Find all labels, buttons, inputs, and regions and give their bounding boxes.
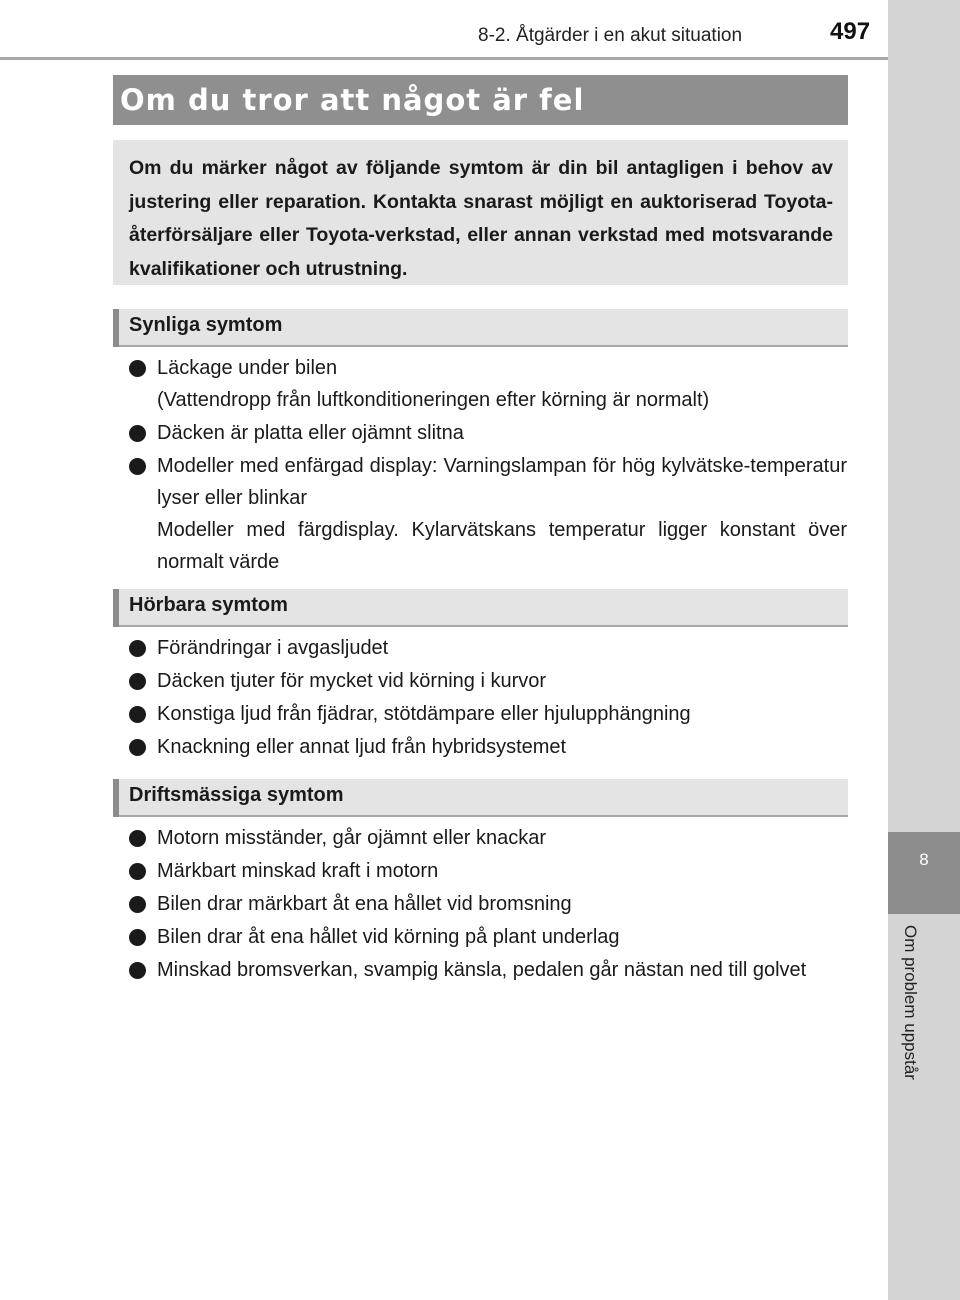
intro-text: Om du märker något av följande symtom är din bil antagligen i behov av justering eller reparation. Kontakta snarast möjligt en auktoriserad Toyota-återförsäljare eller Toyota-verkstad, eller annan verkstad med motsvarande kvalifikationer och utrustning. xyxy=(129,157,833,280)
section-heading-visible xyxy=(113,309,848,347)
bullet-icon xyxy=(129,458,146,475)
bullet-icon xyxy=(129,863,146,880)
list-item xyxy=(129,698,847,730)
list-item xyxy=(129,855,847,887)
intro-box xyxy=(113,140,848,285)
list-item-text: Märkbart minskad kraft i motorn xyxy=(157,860,439,882)
list-item xyxy=(129,352,847,416)
list-item xyxy=(129,450,847,578)
list-item xyxy=(129,632,847,664)
bullet-icon xyxy=(129,425,146,442)
chapter-number: 8 xyxy=(919,850,929,869)
header-divider xyxy=(0,57,888,60)
list-item xyxy=(129,921,847,953)
section-heading-label: Hörbara symtom xyxy=(129,594,288,616)
list-item xyxy=(129,417,847,449)
list-item-text: Knackning eller annat ljud från hybridsystemet xyxy=(157,736,567,758)
section-heading-audible xyxy=(113,589,848,627)
list-item-text: Läckage under bilen xyxy=(157,357,338,379)
list-item xyxy=(129,822,847,854)
list-item xyxy=(129,954,847,986)
bullet-icon xyxy=(129,739,146,756)
bullet-icon xyxy=(129,962,146,979)
title-banner xyxy=(113,75,848,125)
bullet-icon xyxy=(129,360,146,377)
bullet-icon xyxy=(129,640,146,657)
page-title: Om du tror att något är fel xyxy=(120,83,585,117)
list-item-text: Konstiga ljud från fjädrar, stötdämpare eller hjulupphängning xyxy=(157,703,691,725)
chapter-side-tab xyxy=(888,0,960,1300)
operational-symptoms-list xyxy=(129,822,847,987)
header-section-title: 8-2. Åtgärder i en akut situation xyxy=(478,25,743,46)
section-heading-operational xyxy=(113,779,848,817)
bullet-icon xyxy=(129,706,146,723)
list-item-text: Förändringar i avgasljudet xyxy=(157,637,389,659)
visible-symptoms-list xyxy=(129,352,847,579)
chapter-number-block xyxy=(888,832,960,914)
list-item xyxy=(129,888,847,920)
list-item-text: Bilen drar åt ena hållet vid körning på plant underlag xyxy=(157,926,620,948)
bullet-icon xyxy=(129,929,146,946)
list-item-text: Bilen drar märkbart åt ena hållet vid bromsning xyxy=(157,893,572,915)
bullet-icon xyxy=(129,673,146,690)
section-heading-label: Driftsmässiga symtom xyxy=(129,784,344,806)
list-item-text: Däcken tjuter för mycket vid körning i kurvor xyxy=(157,670,547,692)
list-item xyxy=(129,665,847,697)
list-item-text: Modeller med enfärgad display: Varningslampan för hög kylvätske-temperatur lyser eller blinkar xyxy=(157,455,847,509)
list-item-note: Modeller med färgdisplay. Kylarvätskans temperatur ligger konstant över normalt värde xyxy=(157,519,847,573)
audible-symptoms-list xyxy=(129,632,847,764)
list-item-text: Motorn misständer, går ojämnt eller knackar xyxy=(157,827,547,849)
list-item-text: Däcken är platta eller ojämnt slitna xyxy=(157,422,464,444)
page-number: 497 xyxy=(830,18,871,45)
bullet-icon xyxy=(129,830,146,847)
chapter-title: Om problem uppstår xyxy=(901,925,920,1080)
list-item xyxy=(129,731,847,763)
section-heading-label: Synliga symtom xyxy=(129,314,283,336)
list-item-text: Minskad bromsverkan, svampig känsla, pedalen går nästan ned till golvet xyxy=(157,959,807,981)
list-item-note: (Vattendropp från luftkonditioneringen efter körning är normalt) xyxy=(157,389,710,411)
bullet-icon xyxy=(129,896,146,913)
